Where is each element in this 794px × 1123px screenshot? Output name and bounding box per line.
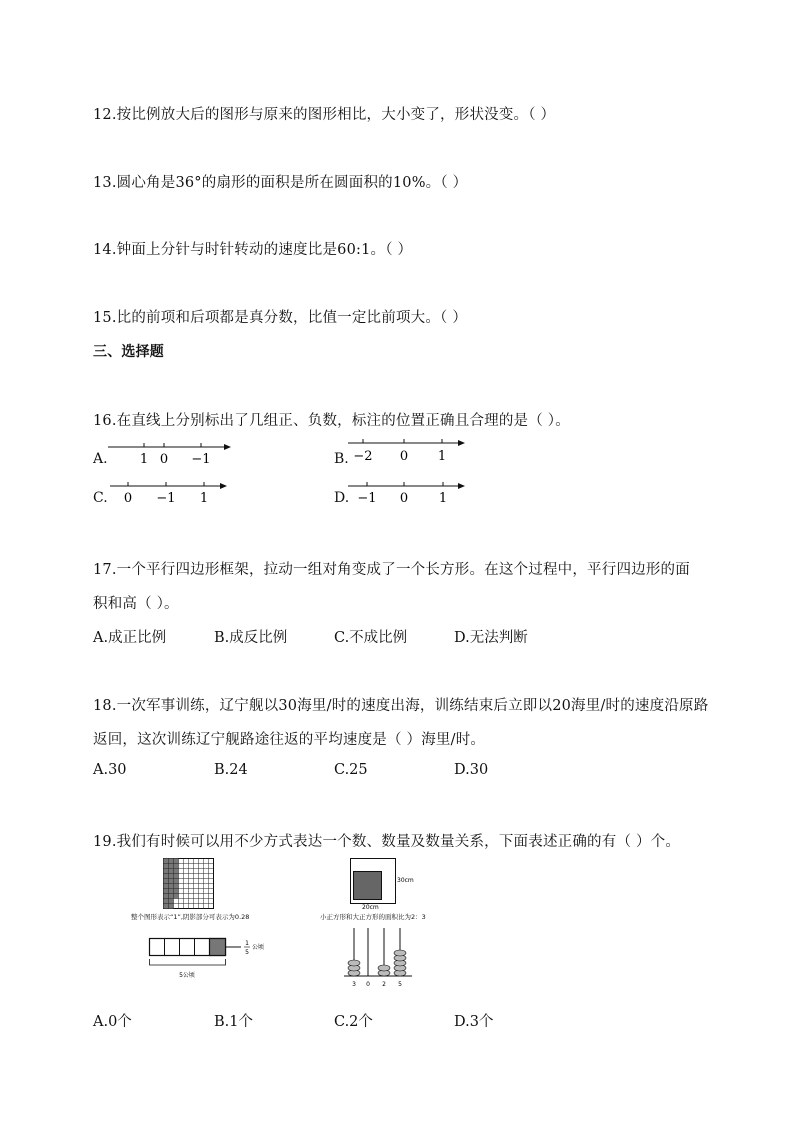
abacus-digit-4: 5 bbox=[398, 981, 402, 988]
q19-bar-total-label: 5公顷 bbox=[179, 972, 195, 979]
question-18-line-1: 18.一次军事训练，辽宁舰以30海里/时的速度出海，训练结束后立即以20海里/时的速度沿原路 bbox=[93, 698, 709, 714]
q19-bar-fraction-den: 5 bbox=[245, 949, 249, 956]
q19-grid-figure bbox=[163, 858, 219, 910]
q19-option-b: B.1个 bbox=[214, 1014, 253, 1030]
q18-option-a: A.30 bbox=[93, 762, 127, 778]
q19-square-side-label: 30cm bbox=[397, 877, 414, 884]
abacus-digit-1: 3 bbox=[352, 981, 356, 988]
q16-option-a-numberline bbox=[106, 437, 236, 473]
q16-a-tick-3: −1 bbox=[191, 452, 211, 467]
abacus-digit-2: 0 bbox=[366, 981, 370, 988]
q16-option-a-label: A. bbox=[93, 451, 108, 467]
q17-option-d: D.无法判断 bbox=[454, 630, 528, 646]
q16-c-tick-1: 0 bbox=[123, 491, 133, 506]
q16-option-c-label: C. bbox=[93, 490, 108, 506]
question-14: 14.钟面上分针与时针转动的速度比是60:1。（ ） bbox=[93, 242, 413, 258]
q19-square-bottom-label: 20cm bbox=[362, 904, 379, 910]
question-19: 19.我们有时候可以用不少方式表达一个数、数量及数量关系，下面表述正确的有（ ）个。 bbox=[93, 834, 681, 850]
q16-d-tick-1: −1 bbox=[357, 491, 377, 506]
q19-abacus-figure bbox=[340, 926, 420, 990]
question-17-line-2: 积和高（ ）。 bbox=[93, 596, 179, 612]
q16-option-d-numberline bbox=[346, 478, 476, 514]
q16-b-tick-2: 0 bbox=[399, 449, 409, 464]
q16-a-tick-2: 0 bbox=[159, 452, 169, 467]
q19-option-c: C.2个 bbox=[334, 1014, 373, 1030]
question-17-line-1: 17.一个平行四边形框架，拉动一组对角变成了一个长方形。在这个过程中，平行四边形的面 bbox=[93, 562, 690, 578]
q16-d-tick-3: 1 bbox=[438, 491, 448, 506]
question-15: 15.比的前项和后项都是真分数，比值一定比前项大。（ ） bbox=[93, 310, 468, 326]
q19-bar-figure bbox=[145, 934, 275, 986]
question-18-line-2: 返回，这次训练辽宁舰路途往返的平均速度是（ ）海里/时。 bbox=[93, 732, 486, 748]
q17-option-b: B.成反比例 bbox=[214, 630, 288, 646]
q19-option-a: A.0个 bbox=[93, 1014, 132, 1030]
q16-option-b-numberline bbox=[346, 437, 476, 473]
q19-option-d: D.3个 bbox=[454, 1014, 494, 1030]
q19-grid-caption: 整个图形表示“1”,阴影部分可表示为0.28 bbox=[131, 913, 250, 921]
question-13: 13.圆心角是36°的扇形的面积是所在圆面积的10%。（ ） bbox=[93, 175, 468, 191]
section-heading: 三、选择题 bbox=[93, 344, 164, 360]
abacus-digit-3: 2 bbox=[382, 981, 386, 988]
q16-option-c-numberline bbox=[108, 478, 238, 514]
q19-squares-figure bbox=[347, 858, 427, 910]
q16-option-b-label: B. bbox=[334, 451, 349, 467]
q16-d-tick-2: 0 bbox=[399, 491, 409, 506]
q16-c-tick-3: 1 bbox=[199, 491, 209, 506]
question-16: 16.在直线上分别标出了几组正、负数，标注的位置正确且合理的是（ ）。 bbox=[93, 413, 570, 429]
q16-a-tick-1: 1 bbox=[139, 452, 149, 467]
q18-option-c: C.25 bbox=[334, 762, 368, 778]
q17-option-c: C.不成比例 bbox=[334, 630, 408, 646]
q16-b-tick-3: 1 bbox=[437, 449, 447, 464]
question-12: 12.按比例放大后的图形与原来的图形相比，大小变了，形状没变。（ ） bbox=[93, 107, 556, 123]
q16-b-tick-1: −2 bbox=[353, 449, 373, 464]
q19-squares-caption: 小正方形和大正方形的面积比为2：3 bbox=[320, 913, 426, 921]
q19-bar-fraction-num: 1 bbox=[245, 940, 249, 947]
q19-bar-fraction-unit: 公顷 bbox=[252, 944, 265, 951]
q17-option-a: A.成正比例 bbox=[93, 630, 167, 646]
q16-option-d-label: D. bbox=[334, 490, 350, 506]
q16-c-tick-2: −1 bbox=[156, 491, 176, 506]
q18-option-b: B.24 bbox=[214, 762, 248, 778]
q18-option-d: D.30 bbox=[454, 762, 489, 778]
